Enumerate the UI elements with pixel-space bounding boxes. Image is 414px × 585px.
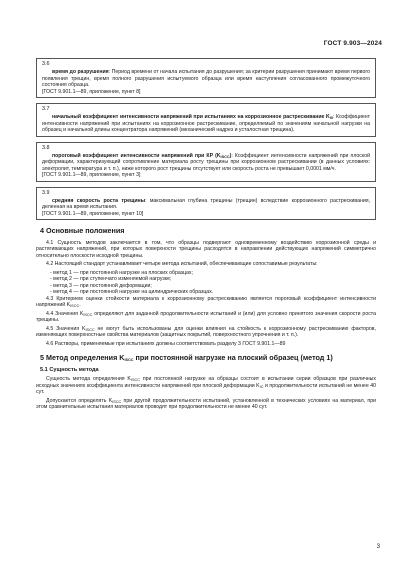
definition-box-3-8 xyxy=(36,142,376,182)
definition-symbol-subscript: I0 xyxy=(329,116,333,120)
paragraph-4-4 xyxy=(36,311,376,324)
standard-number-header: ГОСТ 9.903—2024 xyxy=(323,40,382,47)
definition-term: пороговый коэффициент интенсивности напряжений при КР (K xyxy=(52,152,221,159)
definition-number: 3.7 xyxy=(42,106,50,112)
heading-text: 5 Метод определения K xyxy=(40,353,125,362)
method-list-item: - метод 4 — при постоянной нагрузке на цилиндрических образцах. xyxy=(50,289,214,295)
symbol-subscript: ISCC xyxy=(112,399,122,404)
paragraph-text: Допускается определять K xyxy=(46,397,113,404)
definition-body: : Коэффициент интенсивности напряжений при плоской деформации, характеризующий сопротивление материала росту трещины при коррозионном растрескивании (в данных условиях: электролит, температура и т. п.), ниже которого рост трещины отсутствует или скорость роста не превышает 0,0001 мм/ч. xyxy=(42,152,370,172)
paragraph-text: при постоянной нагрузке на образцы состоит в испытании серии образцов при различных исходных значениях коэффициента интенсивности напряжений при плоской деформации K xyxy=(36,376,376,389)
paragraph-5-1-a xyxy=(36,376,376,396)
definition-box-3-9 xyxy=(36,187,376,221)
definition-reference: [ГОСТ 9.901.1—89, приложение, пункт 8] xyxy=(42,88,141,95)
page-number: 3 xyxy=(376,544,380,550)
definition-symbol: K xyxy=(324,114,330,120)
method-list-item: - метод 1 — при постоянной нагрузке на плоских образцах; xyxy=(50,269,193,276)
paragraph-4-3 xyxy=(36,296,376,309)
paragraph-5-1-b xyxy=(36,398,376,411)
definition-box-3-7 xyxy=(36,103,376,137)
paragraph-text: 4.3 Критерием оценки стойкости материала к коррозионному растрескиванию является пороговый коэффициент интенсивности напряжений K xyxy=(36,295,376,308)
section-5-heading xyxy=(36,355,376,362)
paragraph-text: 4.5 Значения K xyxy=(46,325,86,332)
definition-text xyxy=(42,114,370,134)
definition-term: время до разрушения xyxy=(52,69,109,75)
paragraph-text: и продолжительности испытаний не менее 40 сут. xyxy=(36,382,376,395)
definition-text xyxy=(42,69,370,89)
definition-reference: [ГОСТ 9.901.1—89, приложение, пункт 10] xyxy=(42,210,144,217)
definition-text xyxy=(42,153,370,173)
definition-number: 3.9 xyxy=(42,189,50,196)
symbol-subscript: ISCC xyxy=(124,358,134,362)
page-content xyxy=(36,58,376,413)
heading-text: при постоянной нагрузке на плоский образец (метод 1) xyxy=(133,353,333,362)
paragraph-4-5 xyxy=(36,326,376,339)
paragraph-text: Сущность метода определения K xyxy=(46,376,131,382)
symbol-subscript: IC xyxy=(259,384,264,389)
definition-body: : Коэффициент интенсивности напряжений при испытаниях на коррозионное растрескивание, определяемый по значениям начальной нагрузки на образец и начальной длины концентратора напряжений (механический надрез и усталостная трещина). xyxy=(42,114,370,133)
definition-number: 3.6 xyxy=(42,61,50,67)
symbol-subscript: ISCC xyxy=(70,304,80,308)
paragraph-text: определяют для заданной продолжительности испытаний и (или) для условно принятого значения скорости роста трещины. xyxy=(36,310,377,323)
definition-box-3-6 xyxy=(36,58,376,98)
paragraph-text: 4.4 Значения K xyxy=(46,310,84,317)
definition-reference: [ГОСТ 9.901.1—89, приложение, пункт 3] xyxy=(42,172,141,178)
paragraph-text: не могут быть использованы для оценки влияния на стойкость к коррозионному растрескиванию факторов, изменяющих поверхностные свойства материалов (защитных покрытий, поверхностного упрочнения и т. п.). xyxy=(36,325,376,338)
definition-term: средняя скорость роста трещины xyxy=(52,197,146,204)
method-list-item: - метод 2 — при ступенчато изменяемой нагрузке; xyxy=(50,276,172,282)
subsection-5-1-heading: 5.1 Сущность метода xyxy=(40,366,99,373)
definition-term: начальный коэффициент интенсивности напряжений при испытаниях на коррозионное растрескивание xyxy=(52,114,325,120)
definition-body: : максимальная глубина трещины (трещин) вследствие коррозионного растрескивания, деленная на время испытания. xyxy=(42,197,370,210)
definition-number: 3.8 xyxy=(42,144,50,151)
symbol-subscript: ISCC xyxy=(83,312,93,317)
definition-text xyxy=(42,198,370,211)
paragraph-4-1: 4.1 Сущность методов заключается в том, что образцы подвергают одновременному воздействию коррозионной среды и растягивающих напряжений, при которых поверхности трещины расходятся в направлении действующих напряжений симметрично относительно плоскости исходной трещины. xyxy=(36,239,376,259)
paragraph-text: . xyxy=(79,302,81,308)
symbol-subscript: ISCC xyxy=(130,378,140,382)
section-4-heading: 4 Основные положения xyxy=(40,226,125,235)
paragraph-text: при другой продолжительности испытаний, установленной в технических условиях на материал, при этом сравнительные испытания материалов проводят при продолжительности не менее 40 сут. xyxy=(36,397,376,410)
method-list-item: - метод 3 — при постоянной деформации; xyxy=(50,282,152,289)
definition-term-close: ) xyxy=(229,152,232,159)
definition-term-subscript: ISCC xyxy=(220,154,230,159)
symbol-subscript: ISCC xyxy=(85,327,95,332)
definition-body: : Период времени от начала испытания до разрушения; за критерии разрушения принимают время первого появления трещин, время полного разрушения испытуемого образца или время наступления согласованного промежуточного состояния образца. xyxy=(42,69,370,88)
paragraph-4-6: 4.6 Растворы, применяемые при испытаниях должны соответствовать разделу 3 ГОСТ 9.901.1—89 xyxy=(46,340,286,347)
paragraph-4-2: 4.2 Настоящий стандарт устанавливает четыре метода испытаний, обеспечивающие сопоставимые результаты: xyxy=(46,261,318,267)
